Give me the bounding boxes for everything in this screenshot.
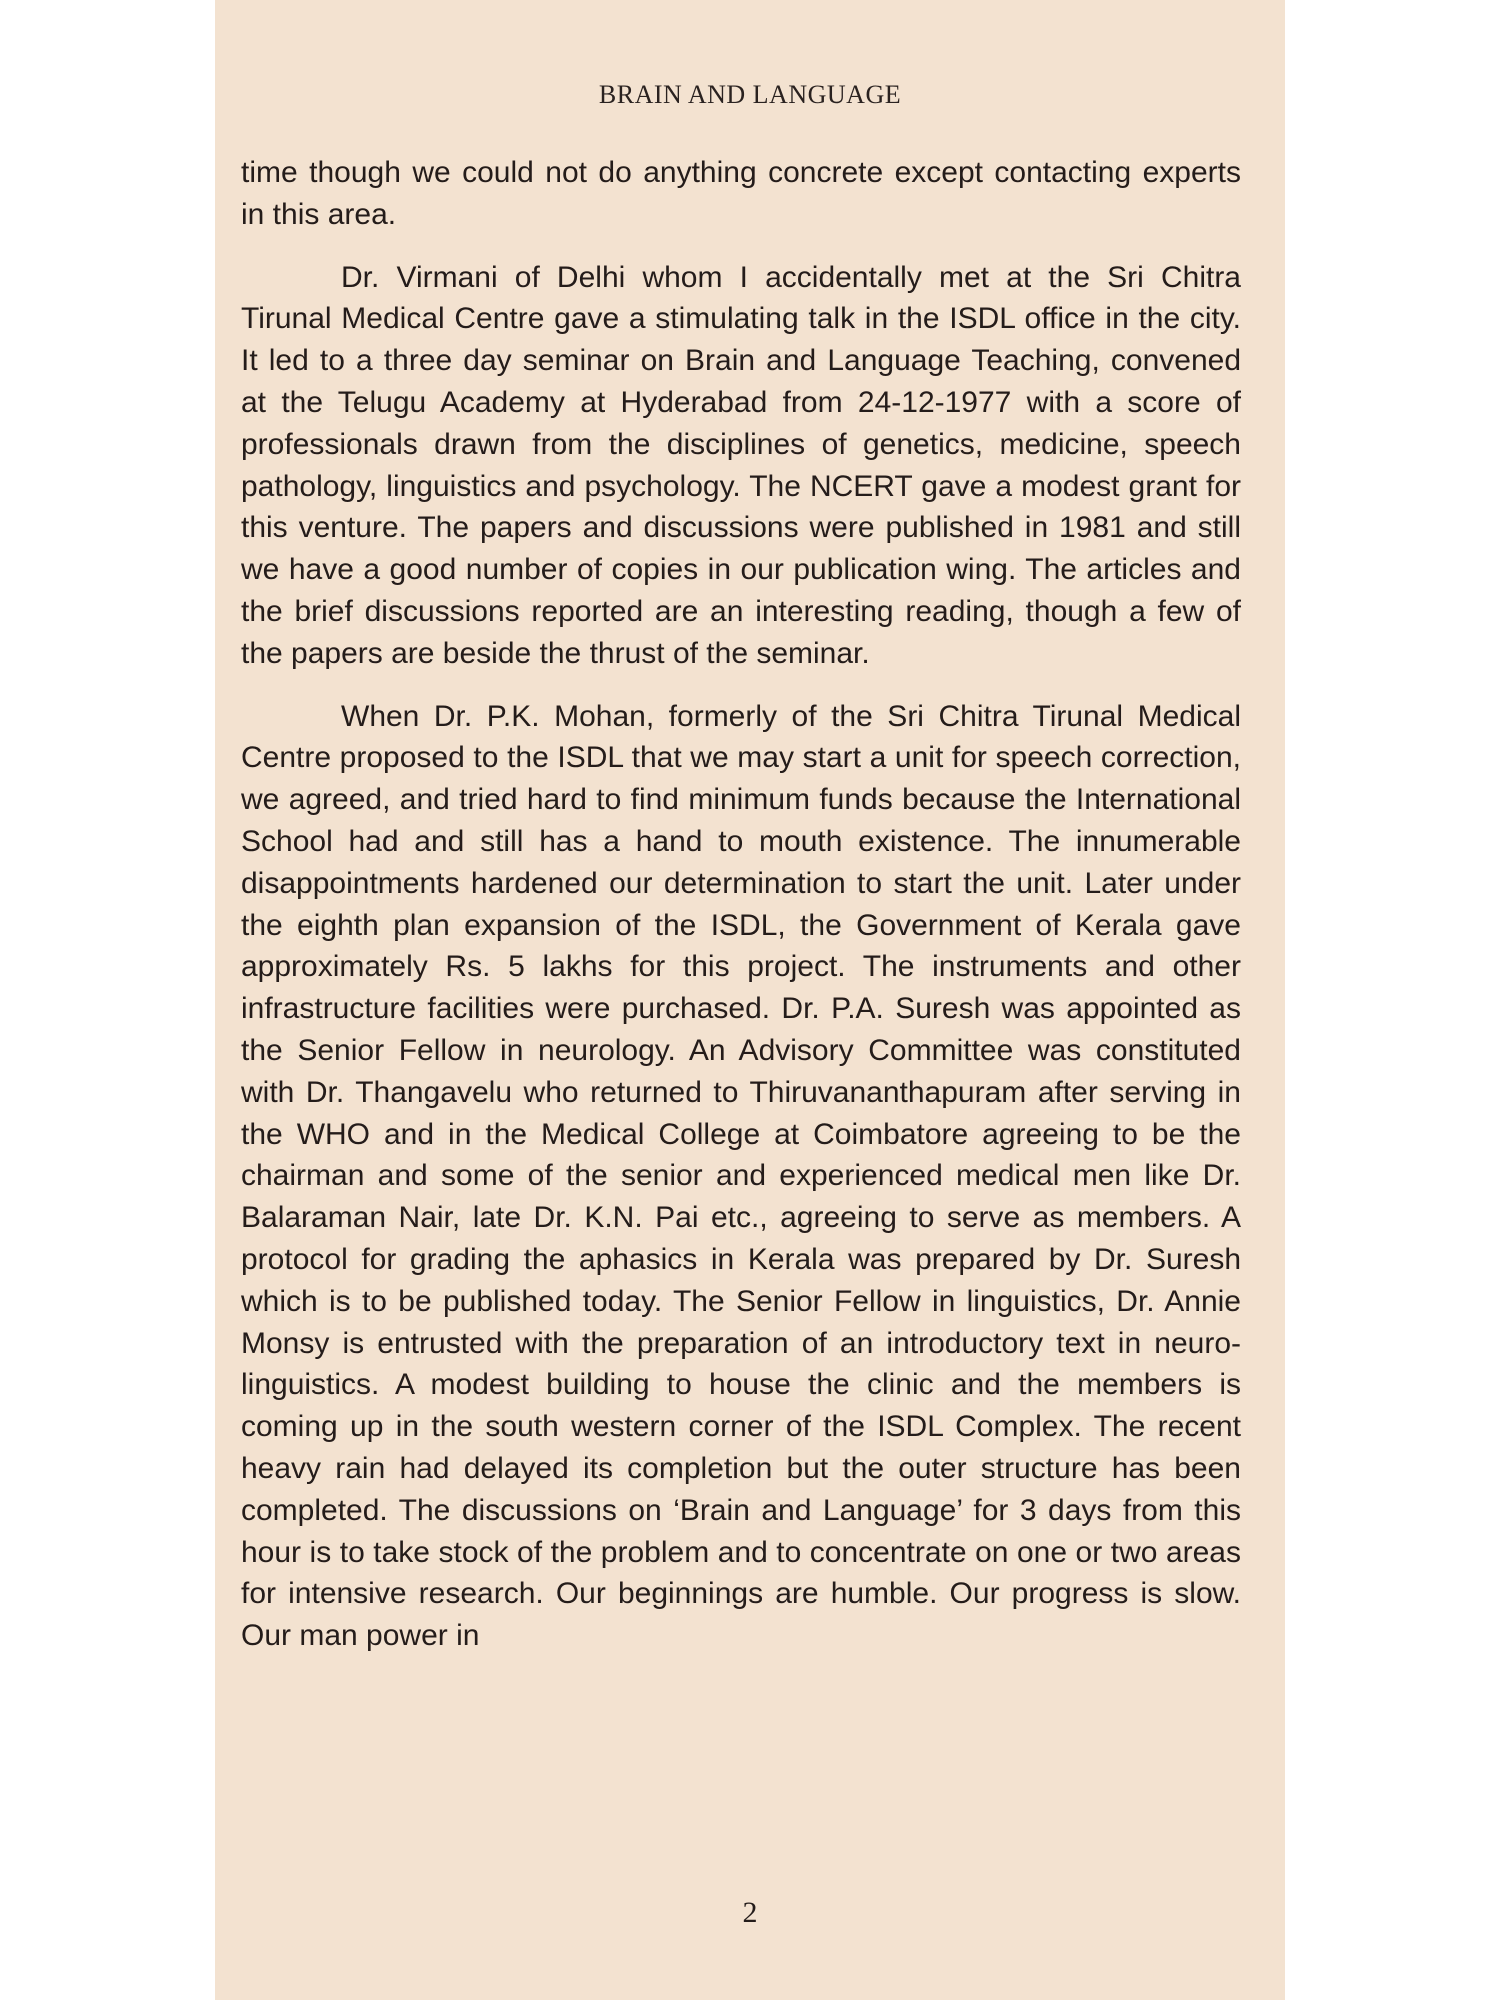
paragraph-virmani-seminar: Dr. Virmani of Delhi whom I accidentally met at the Sri Chitra Tirunal Medical Centre gave a stimulating talk in the ISDL office in the city. It led to a three day seminar on Brain and Language Teaching, convened at the Telugu Academy at Hyderabad from 24-12-1977 with a score of professionals drawn from the disciplines of genetics, medicine, speech pathology, linguistics and psychology. The NCERT gave a modest grant for this venture. The papers and discussions were published in 1981 and still we have a good number of copies in our publication wing. The articles and the brief discussions reported are an interesting reading, though a few of the papers are beside the thrust of the seminar. (241, 260, 1241, 670)
paragraph-continuation: time though we could not do anything concrete except contacting experts in this area. (241, 156, 1241, 231)
paragraph-speech-unit: When Dr. P.K. Mohan, formerly of the Sri Chitra Tirunal Medical Centre proposed to the ISDL that we may start a unit for speech correction, we agreed, and tried hard to find minimum funds because the International School had and still has a hand to mouth existence. The innumerable disappointments hardened our determination to start the unit. Later under the eighth plan expansion of the ISDL, the Government of Kerala gave approximately Rs. 5 lakhs for this project. The instruments and other infrastructure facilities were purchased. Dr. P.A. Suresh was appointed as the Senior Fellow in neurology. An Advisory Committee was constituted with Dr. Thangavelu who returned to Thiruvananthapuram after serving in the WHO and in the Medical College at Coimbatore agreeing to be the chairman and some of the senior and experienced medical men like Dr. Balaraman Nair, late Dr. K.N. Pai etc., agreeing to serve as members. A protocol for grading the aphasics in Kerala was prepared by Dr. Suresh which is to be published today. The Senior Fellow in linguistics, Dr. Annie Monsy is entrusted with the preparation of an introductory text in neuro-linguistics. A modest building to house the clinic and the members is coming up in the south western corner of the ISDL Complex. The recent heavy rain had delayed its completion but the outer structure has been completed. The discussions on ‘Brain and Language’ for 3 days from this hour is to take stock of the problem and to concentrate on one or two areas for intensive research. Our beginnings are humble. Our progress is slow. Our man power in (241, 699, 1241, 1653)
book-page (215, 0, 1285, 2000)
running-title: BRAIN AND LANGUAGE (598, 80, 902, 109)
body-text (241, 152, 1241, 1657)
page-number: 2 (742, 1896, 758, 1929)
